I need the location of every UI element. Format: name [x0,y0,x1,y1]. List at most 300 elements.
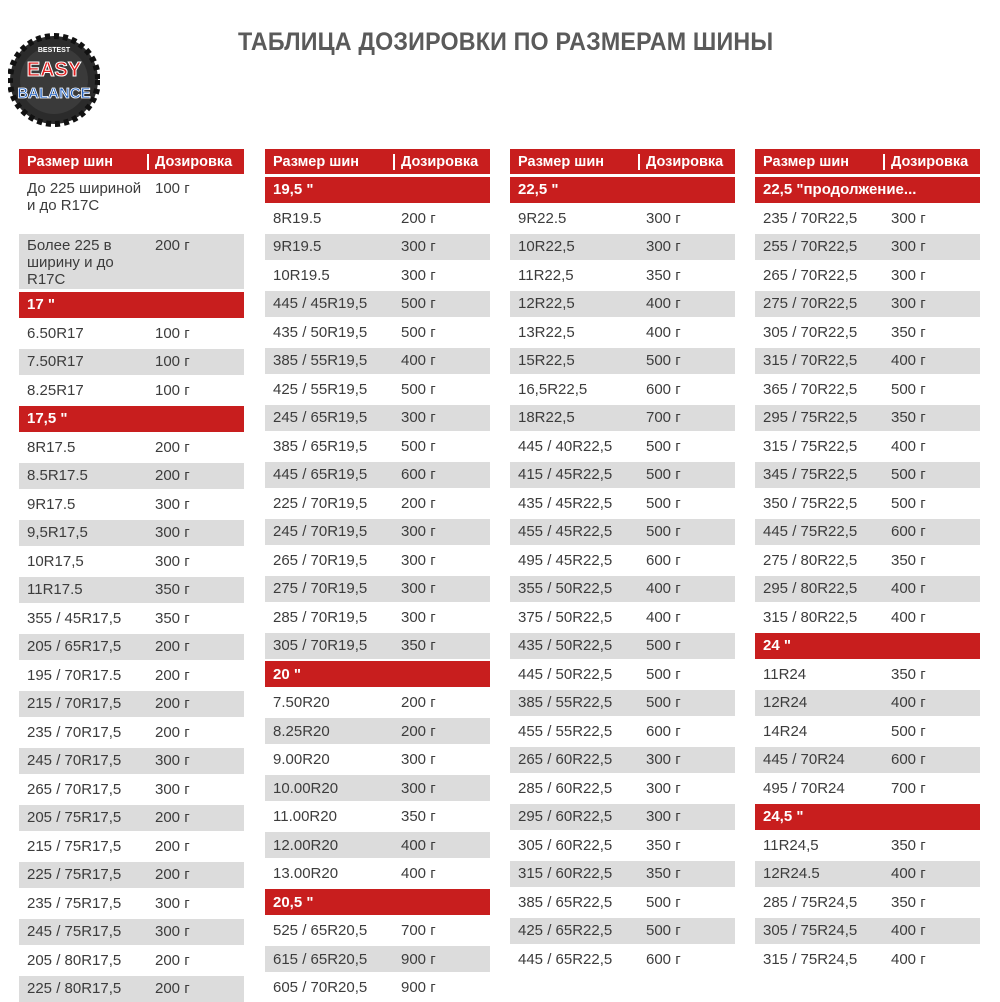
dosage-value: 350 г [646,266,681,284]
tire-size: 13R22,5 [518,323,575,341]
dosage-value: 500 г [891,494,926,512]
section-header [265,661,490,687]
table-row [265,433,490,459]
tire-size: 10R22,5 [518,238,575,255]
table-row [19,776,244,802]
table-row [265,690,490,716]
dosage-value: 400 г [646,323,681,341]
tire-size: 225 / 80R17,5 [27,980,122,997]
tire-size: До 225 шириной и до R17C [27,179,142,214]
dosage-value: 500 г [646,352,681,369]
section-label: 17 " [27,296,55,313]
table-row [510,946,735,972]
dosage-value: 350 г [155,609,190,627]
dosage-value: 200 г [155,723,190,741]
dosage-value: 350 г [646,865,681,882]
dosage-value: 200 г [155,237,190,254]
table-row [19,919,244,945]
table-row [265,718,490,744]
tire-size: 195 / 70R17.5 [27,666,122,684]
header-dose: Дозировка [401,153,479,170]
table-row [265,946,490,972]
tire-size: 13.00R20 [273,865,339,882]
tire-size: Более 225 в ширину и до R17C [27,237,114,288]
tire-size: 295 / 60R22,5 [518,808,613,825]
table-row [755,490,980,516]
dosage-value: 200 г [155,866,190,883]
table-row [755,348,980,374]
dosage-value: 300 г [155,495,190,513]
table-row [510,519,735,545]
dosage-value: 400 г [401,865,436,882]
tire-size: 445 / 75R22,5 [763,523,858,540]
dosage-value: 300 г [155,752,190,769]
dosage-value: 700 г [401,922,436,939]
dosage-value: 200 г [401,722,436,740]
dosage-value: 100 г [155,179,190,197]
dosage-value: 300 г [401,580,436,597]
tire-size: 315 / 75R24,5 [763,950,858,968]
table-row [265,490,490,516]
dosage-value: 200 г [155,809,190,826]
dosage-value: 500 г [891,380,926,398]
table-row [19,805,244,831]
tire-size: 9R17.5 [27,495,76,513]
dosage-value: 100 г [155,381,190,399]
tire-size: 265 / 70R17,5 [27,780,122,798]
tire-size: 11R24 [763,665,807,683]
section-label: 20,5 " [273,893,314,911]
table-row [510,262,735,288]
tire-size: 205 / 80R17,5 [27,951,122,969]
tire-size: 425 / 55R19,5 [273,380,368,398]
tire-size: 11R22,5 [518,266,574,284]
table-row [265,832,490,858]
tire-size: 415 / 45R22,5 [518,466,613,483]
tire-size: 235 / 70R17,5 [27,723,122,741]
table-row [265,775,490,801]
tire-size: 235 / 75R17,5 [27,894,122,912]
tire-size: 11R17.5 [27,581,83,598]
dosage-value: 300 г [891,209,926,227]
dosage-value: 600 г [891,751,926,768]
dosage-value: 350 г [646,836,681,854]
dosage-value: 400 г [401,352,436,369]
table-row [755,376,980,402]
dosage-value: 350 г [891,323,926,341]
dosage-value: 350 г [891,836,926,854]
table-row [19,491,244,517]
table-row [510,462,735,488]
tire-size: 355 / 45R17,5 [27,609,122,627]
header-size: Размер шин [19,154,149,170]
tire-size: 8.5R17.5 [27,467,88,484]
header-dose: Дозировка [155,153,233,170]
tire-size: 265 / 70R22,5 [763,266,858,284]
tire-size: 385 / 65R22,5 [518,893,613,911]
tire-size: 205 / 75R17,5 [27,809,122,826]
section-header [265,889,490,915]
dosage-value: 400 г [891,694,926,711]
table-row [755,832,980,858]
table-row [19,463,244,489]
dosage-value: 300 г [646,238,681,255]
table-row [755,690,980,716]
table-row [755,861,980,887]
dosage-value: 400 г [646,295,681,312]
dosage-value: 350 г [401,808,436,825]
table-row [755,918,980,944]
tire-size: 10.00R20 [273,779,339,797]
table-row [265,604,490,630]
table-row [19,833,244,859]
table-row [19,377,244,403]
table-row [755,576,980,602]
table-row [19,234,244,289]
dosage-value: 300 г [401,608,436,626]
dosage-value: 200 г [155,666,190,684]
table-row [755,946,980,972]
tire-size: 445 / 50R22,5 [518,665,613,683]
dosage-value: 200 г [401,494,436,512]
table-row [755,519,980,545]
tire-size: 7.50R20 [273,694,330,711]
table-row [510,405,735,431]
page-title: ТАБЛИЦА ДОЗИРОВКИ ПО РАЗМЕРАМ ШИНЫ [238,28,774,56]
dosage-value: 500 г [891,466,926,483]
table-row [510,576,735,602]
table-row [755,234,980,260]
dosage-value: 100 г [155,353,190,370]
dosage-value: 300 г [401,551,436,569]
table-row [19,748,244,774]
table-row [755,462,980,488]
tire-size: 12R24 [763,694,808,711]
dosage-value: 350 г [891,893,926,911]
dosage-value: 500 г [646,494,681,512]
tire-size: 225 / 70R19,5 [273,494,368,512]
tire-size: 245 / 70R17,5 [27,752,122,769]
table-row [510,747,735,773]
tire-size: 245 / 75R17,5 [27,923,122,940]
table-row [265,861,490,887]
tire-size: 525 / 65R20,5 [273,922,368,939]
dosage-value: 300 г [401,779,436,797]
dosage-value: 300 г [401,409,436,426]
tire-size: 16,5R22,5 [518,380,588,398]
table-row [19,434,244,460]
dosage-value: 500 г [646,665,681,683]
dosage-value: 400 г [891,580,926,597]
dosage-value: 350 г [891,551,926,569]
tire-size: 495 / 45R22,5 [518,551,613,569]
table-row [510,433,735,459]
table-row [265,633,490,659]
dosage-value: 200 г [155,695,190,712]
logo-top-text: BESTEST [37,47,71,54]
tire-size: 605 / 70R20,5 [273,979,368,996]
dosage-value: 300 г [155,524,190,541]
section-header [265,177,490,203]
table-row [755,319,980,345]
table-row [265,262,490,288]
table-row [19,691,244,717]
table-row [510,205,735,231]
header-size: Размер шин [510,154,640,170]
tire-size: 345 / 75R22,5 [763,466,858,483]
section-header [755,633,980,659]
table-row [19,719,244,745]
table-row [265,205,490,231]
table-row [19,349,244,375]
header-dose: Дозировка [646,153,724,170]
section-label: 17,5 " [27,410,68,427]
section-header [19,406,244,432]
dosage-value: 600 г [646,551,681,569]
tire-size: 15R22,5 [518,352,575,369]
dosage-value: 200 г [155,951,190,969]
tire-size: 425 / 65R22,5 [518,922,613,939]
table-row [510,547,735,573]
dosage-value: 400 г [891,352,926,369]
dosage-value: 300 г [155,923,190,940]
dosage-value: 300 г [891,295,926,312]
tire-size: 365 / 70R22,5 [763,380,858,398]
dosage-value: 400 г [891,437,926,455]
dosage-value: 500 г [401,323,436,341]
table-row [755,291,980,317]
tire-size: 235 / 70R22,5 [763,209,858,227]
dosage-value: 500 г [891,722,926,740]
tire-size: 9R19.5 [273,238,322,255]
tire-size: 315 / 75R22,5 [763,437,858,455]
table-row [265,918,490,944]
table-row [510,234,735,260]
tire-size: 305 / 75R24,5 [763,922,858,939]
tire-size: 215 / 70R17,5 [27,695,122,712]
dosage-value: 200 г [155,438,190,456]
table-row [19,890,244,916]
dosage-value: 700 г [646,409,681,426]
table-row [755,775,980,801]
tire-size: 18R22,5 [518,409,575,426]
dosage-value: 300 г [401,523,436,540]
table-row [510,291,735,317]
tire-size: 445 / 65R22,5 [518,950,613,968]
dosage-value: 350 г [891,665,926,683]
table-row [19,577,244,603]
tire-size: 385 / 55R22,5 [518,694,613,711]
table-row [265,405,490,431]
dosage-value: 500 г [646,523,681,540]
dosage-value: 300 г [155,780,190,798]
table-row [510,718,735,744]
tire-size: 9R22.5 [518,209,567,227]
tire-size: 9,5R17,5 [27,524,88,541]
table-row [510,348,735,374]
dosage-value: 500 г [401,437,436,455]
section-label: 19,5 " [273,181,314,198]
tire-size: 285 / 60R22,5 [518,779,613,797]
section-label: 24 " [763,637,791,654]
table-row [510,319,735,345]
table-row [19,520,244,546]
tire-size: 11.00R20 [273,808,337,825]
dosage-table-column-4 [755,149,980,972]
table-row [265,519,490,545]
tire-size: 205 / 65R17,5 [27,638,122,655]
dosage-value: 200 г [155,980,190,997]
dosage-value: 300 г [646,808,681,825]
dosage-value: 200 г [155,467,190,484]
section-header [510,177,735,203]
dosage-value: 350 г [891,409,926,426]
tire-size: 435 / 45R22,5 [518,494,613,512]
table-row [755,262,980,288]
dosage-value: 600 г [891,523,926,540]
tire-size: 12R22,5 [518,295,575,312]
dosage-value: 700 г [891,779,926,797]
tire-size: 10R19.5 [273,266,330,284]
table-row [265,804,490,830]
header-size: Размер шин [265,154,395,170]
tire-size: 350 / 75R22,5 [763,494,858,512]
dosage-value: 300 г [646,209,681,227]
dosage-value: 400 г [646,580,681,597]
section-label: 20 " [273,665,301,683]
dosage-value: 200 г [401,694,436,711]
tire-size: 305 / 60R22,5 [518,836,613,854]
logo-line2: BALANCE [17,85,91,102]
tire-size: 455 / 55R22,5 [518,722,613,740]
tire-size: 275 / 70R22,5 [763,295,858,312]
table-row [755,547,980,573]
header-size: Размер шин [755,154,885,170]
table-row [755,889,980,915]
tire-size: 275 / 70R19,5 [273,580,368,597]
dosage-value: 400 г [891,950,926,968]
dosage-value: 500 г [401,380,436,398]
tire-size: 315 / 70R22,5 [763,352,858,369]
logo-line1: EASY [26,59,82,81]
tire-size: 10R17,5 [27,552,84,570]
tire-size: 11R24,5 [763,836,819,854]
table-row [510,775,735,801]
tire-size: 265 / 60R22,5 [518,751,613,768]
table-row [510,804,735,830]
table-row [265,291,490,317]
dosage-table-column-2 [265,149,490,1001]
section-header [19,292,244,318]
table-row [755,433,980,459]
dosage-value: 600 г [646,950,681,968]
table-row [755,747,980,773]
dosage-value: 400 г [891,865,926,882]
tire-size: 435 / 50R22,5 [518,637,613,654]
table-row [510,918,735,944]
tire-size: 275 / 80R22,5 [763,551,858,569]
table-row [19,605,244,631]
dosage-value: 500 г [646,437,681,455]
tire-size: 12R24.5 [763,865,820,882]
table-row [510,490,735,516]
tire-size: 255 / 70R22,5 [763,238,858,255]
tire-size: 455 / 45R22,5 [518,523,613,540]
table-row [265,348,490,374]
tire-size: 305 / 70R22,5 [763,323,858,341]
dosage-value: 400 г [891,608,926,626]
dosage-value: 300 г [155,894,190,912]
table-row [19,976,244,1002]
tire-size: 12.00R20 [273,836,339,854]
table-row [19,634,244,660]
header-dose: Дозировка [891,153,969,170]
dosage-value: 900 г [401,950,436,968]
table-row [265,747,490,773]
table-header [265,149,490,174]
dosage-value: 600 г [646,722,681,740]
tire-size: 6.50R17 [27,324,84,342]
table-row [265,234,490,260]
tire-size: 8R17.5 [27,438,76,456]
table-row [510,604,735,630]
dosage-value: 300 г [401,238,436,255]
tire-size: 295 / 75R22,5 [763,409,858,426]
table-row [755,718,980,744]
tire-size: 305 / 70R19,5 [273,637,368,654]
table-row [755,405,980,431]
table-row [19,548,244,574]
tire-size: 8R19.5 [273,209,322,227]
dosage-value: 500 г [646,694,681,711]
table-row [755,604,980,630]
tire-size: 445 / 40R22,5 [518,437,613,455]
dosage-value: 500 г [646,466,681,483]
easy-balance-logo [8,30,100,130]
dosage-value: 350 г [401,637,436,654]
tire-size: 385 / 55R19,5 [273,352,368,369]
tire-size: 245 / 65R19,5 [273,409,368,426]
tire-size: 445 / 65R19,5 [273,466,368,483]
table-row [510,633,735,659]
table-row [265,576,490,602]
table-row [510,690,735,716]
table-header [19,149,244,174]
tire-size: 225 / 75R17,5 [27,866,122,883]
table-row [510,832,735,858]
tire-size: 615 / 65R20,5 [273,950,368,968]
table-row [510,861,735,887]
dosage-value: 400 г [401,836,436,854]
dosage-value: 400 г [646,608,681,626]
table-row [265,319,490,345]
section-header [755,804,980,830]
table-row [19,662,244,688]
tire-size: 295 / 80R22,5 [763,580,858,597]
section-label: 22,5 " [518,181,559,198]
table-header [755,149,980,174]
table-row [265,462,490,488]
section-label: 24,5 " [763,808,804,825]
tire-size: 245 / 70R19,5 [273,523,368,540]
tire-size: 435 / 50R19,5 [273,323,368,341]
dosage-value: 350 г [155,581,190,598]
tire-size: 445 / 45R19,5 [273,295,368,312]
dosage-value: 200 г [155,837,190,855]
dosage-value: 900 г [401,979,436,996]
dosage-value: 300 г [891,266,926,284]
tire-size: 285 / 75R24,5 [763,893,858,911]
